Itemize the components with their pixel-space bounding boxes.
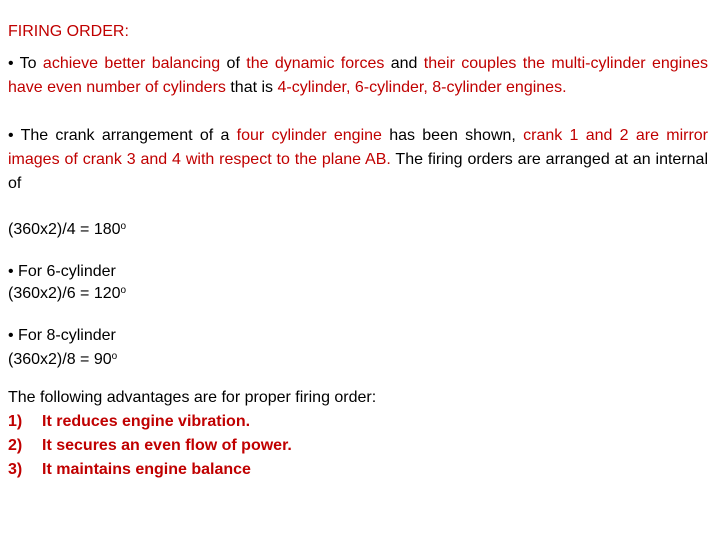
text-run: and [384, 55, 424, 72]
formula-8-cylinder [8, 350, 117, 370]
advantage-text: It reduces engine vibration. [42, 413, 251, 430]
advantage-text: It secures an even flow of power. [42, 437, 292, 454]
advantage-number: 2) [8, 437, 23, 454]
text-run: their couples the multi-cylinder engines have even number of cylinders [8, 55, 709, 96]
formula-6-cylinder [8, 284, 126, 304]
heading-6-cylinder: • For 6-cylinder [8, 263, 116, 280]
heading-8-cylinder: • For 8-cylinder [8, 327, 116, 344]
paragraph-crank-arrangement [8, 124, 708, 196]
text-run: 4-cylinder, 6-cylinder, 8-cylinder engines. [277, 79, 567, 96]
text-run: has been shown, [381, 127, 524, 144]
advantages-intro: The following advantages are for proper firing order: [8, 389, 377, 406]
advantage-text: It maintains engine balance [42, 461, 251, 478]
advantage-number: 1) [8, 413, 23, 430]
text-run: crank 1 and 2 are mirror images of crank 3 and 4 with respect to the plane AB. [8, 127, 709, 168]
formula-4-cylinder-text: (360x2)/4 = 180 [8, 221, 121, 238]
text-run: the dynamic forces [246, 55, 385, 72]
degree-mark: o [120, 221, 127, 232]
text-run: The firing orders are arranged at an internal of [8, 151, 708, 192]
advantage-item [8, 460, 251, 480]
text-run: achieve better balancing [42, 55, 221, 72]
text-run: • To [8, 55, 43, 72]
advantage-item [8, 412, 250, 432]
formula-6-cylinder-text: (360x2)/6 = 120 [8, 285, 121, 302]
degree-mark: o [111, 351, 118, 362]
text-run: four cylinder engine [236, 127, 382, 144]
text-run: of [220, 55, 247, 72]
text-run: that is [225, 79, 278, 96]
text-run: • The crank arrangement of a [8, 127, 237, 144]
advantage-item [8, 436, 292, 456]
slide-title: FIRING ORDER: [8, 23, 129, 40]
paragraph-balancing [8, 52, 708, 100]
degree-mark: o [120, 285, 127, 296]
formula-8-cylinder-text: (360x2)/8 = 90 [8, 351, 112, 368]
advantage-number: 3) [8, 461, 23, 478]
formula-4-cylinder [8, 220, 126, 240]
